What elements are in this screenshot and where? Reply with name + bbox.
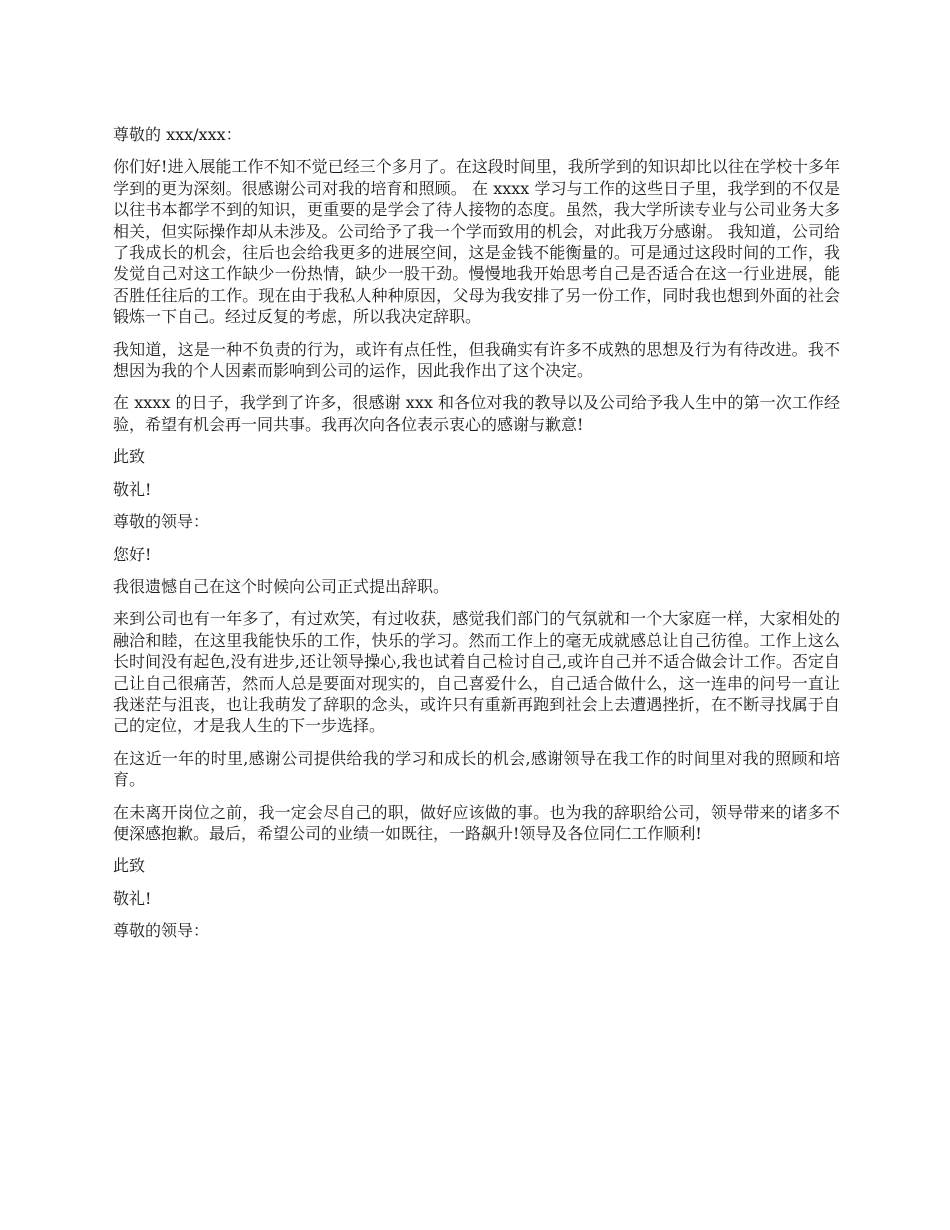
body-paragraph: 我知道，这是一种不负责的行为，或许有点任性，但我确实有许多不成熟的思想及行为有待改进。我不想因为我的个人因素而影响到公司的运作，因此我作出了这个决定。 [113,339,840,381]
salutation: 尊敬的领导： [113,512,210,532]
closing-regards: 敬礼! [113,479,152,499]
body-paragraph: 来到公司也有一年多了，有过欢笑，有过收获，感觉我们部门的气氛就和一个大家庭一样，大家相处的融洽和睦，在这里我能快乐的工作，快乐的学习。然而工作上的毫无成就感总让自己彷徨。工作上这么长时间没有起色,没有进步,还让领导操心,我也试着自己检讨自己,或许自己并不适合做会计工作。否定自己让自己很痛苦，然而人总是要面对现实的，自己喜爱什么，自己适合做什么，这一连串的问号一直让我迷茫与沮丧，也让我萌发了辞职的念头，或许只有重新再跑到社会上去遭遇挫折，在不断寻找属于自己的定位，才是我人生的下一步选择。 [113,609,840,736]
body-paragraph: 在 xxxx 的日子，我学到了许多，很感谢 xxx 和各位对我的教导以及公司给予我人生中的第一次工作经验，希望有机会再一同共事。我再次向各位表示衷心的感谢与歉意! [113,393,840,434]
closing-line: 此致 [113,447,146,467]
greeting: 您好! [113,544,152,564]
body-paragraph: 在未离开岗位之前，我一定会尽自己的职，做好应该做的事。也为我的辞职给公司，领导带来的诸多不便深感抱歉。最后，希望公司的业绩一如既往，一路飙升!领导及各位同仁工作顺利! [113,802,840,843]
closing-line: 此致 [113,856,146,876]
body-paragraph: 在这近一年的时里,感谢公司提供给我的学习和成长的机会,感谢领导在我工作的时间里对我的照顾和培育。 [113,748,840,790]
document-page [113,124,840,953]
closing-regards: 敬礼! [113,888,152,908]
salutation: 尊敬的 xxx/xxx： [113,125,242,144]
salutation: 尊敬的领导： [113,921,210,941]
body-paragraph: 我很遗憾自己在这个时候向公司正式提出辞职。 [113,576,450,596]
body-paragraph: 你们好!进入展能工作不知不觉已经三个多月了。在这段时间里，我所学到的知识却比以往在学校十多年学到的更为深刻。很感谢公司对我的培育和照顾。 在 xxxx 学习与工作的这些日子里，我学到的不仅是以往书本都学不到的知识，更重要的是学会了待人接物的态度。虽然，我大学所读专业与公司业务大多相关，但实际操作却从未涉及。公司给予了我一个学而致用的机会，对此我万分感谢。 我知道，公司给了我成长的机会，往后也会给我更多的进展空间，这是金钱不能衡量的。可是通过这段时间的工作，我发觉自己对这工作缺少一份热情，缺少一股干劲。慢慢地我开始思考自己是否适合在这一行业进展，能否胜任往后的工作。现在由于我私人种种原因，父母为我安排了另一份工作，同时我也想到外面的社会锻炼一下自己。经过反复的考虑，所以我决定辞职。 [113,157,840,327]
